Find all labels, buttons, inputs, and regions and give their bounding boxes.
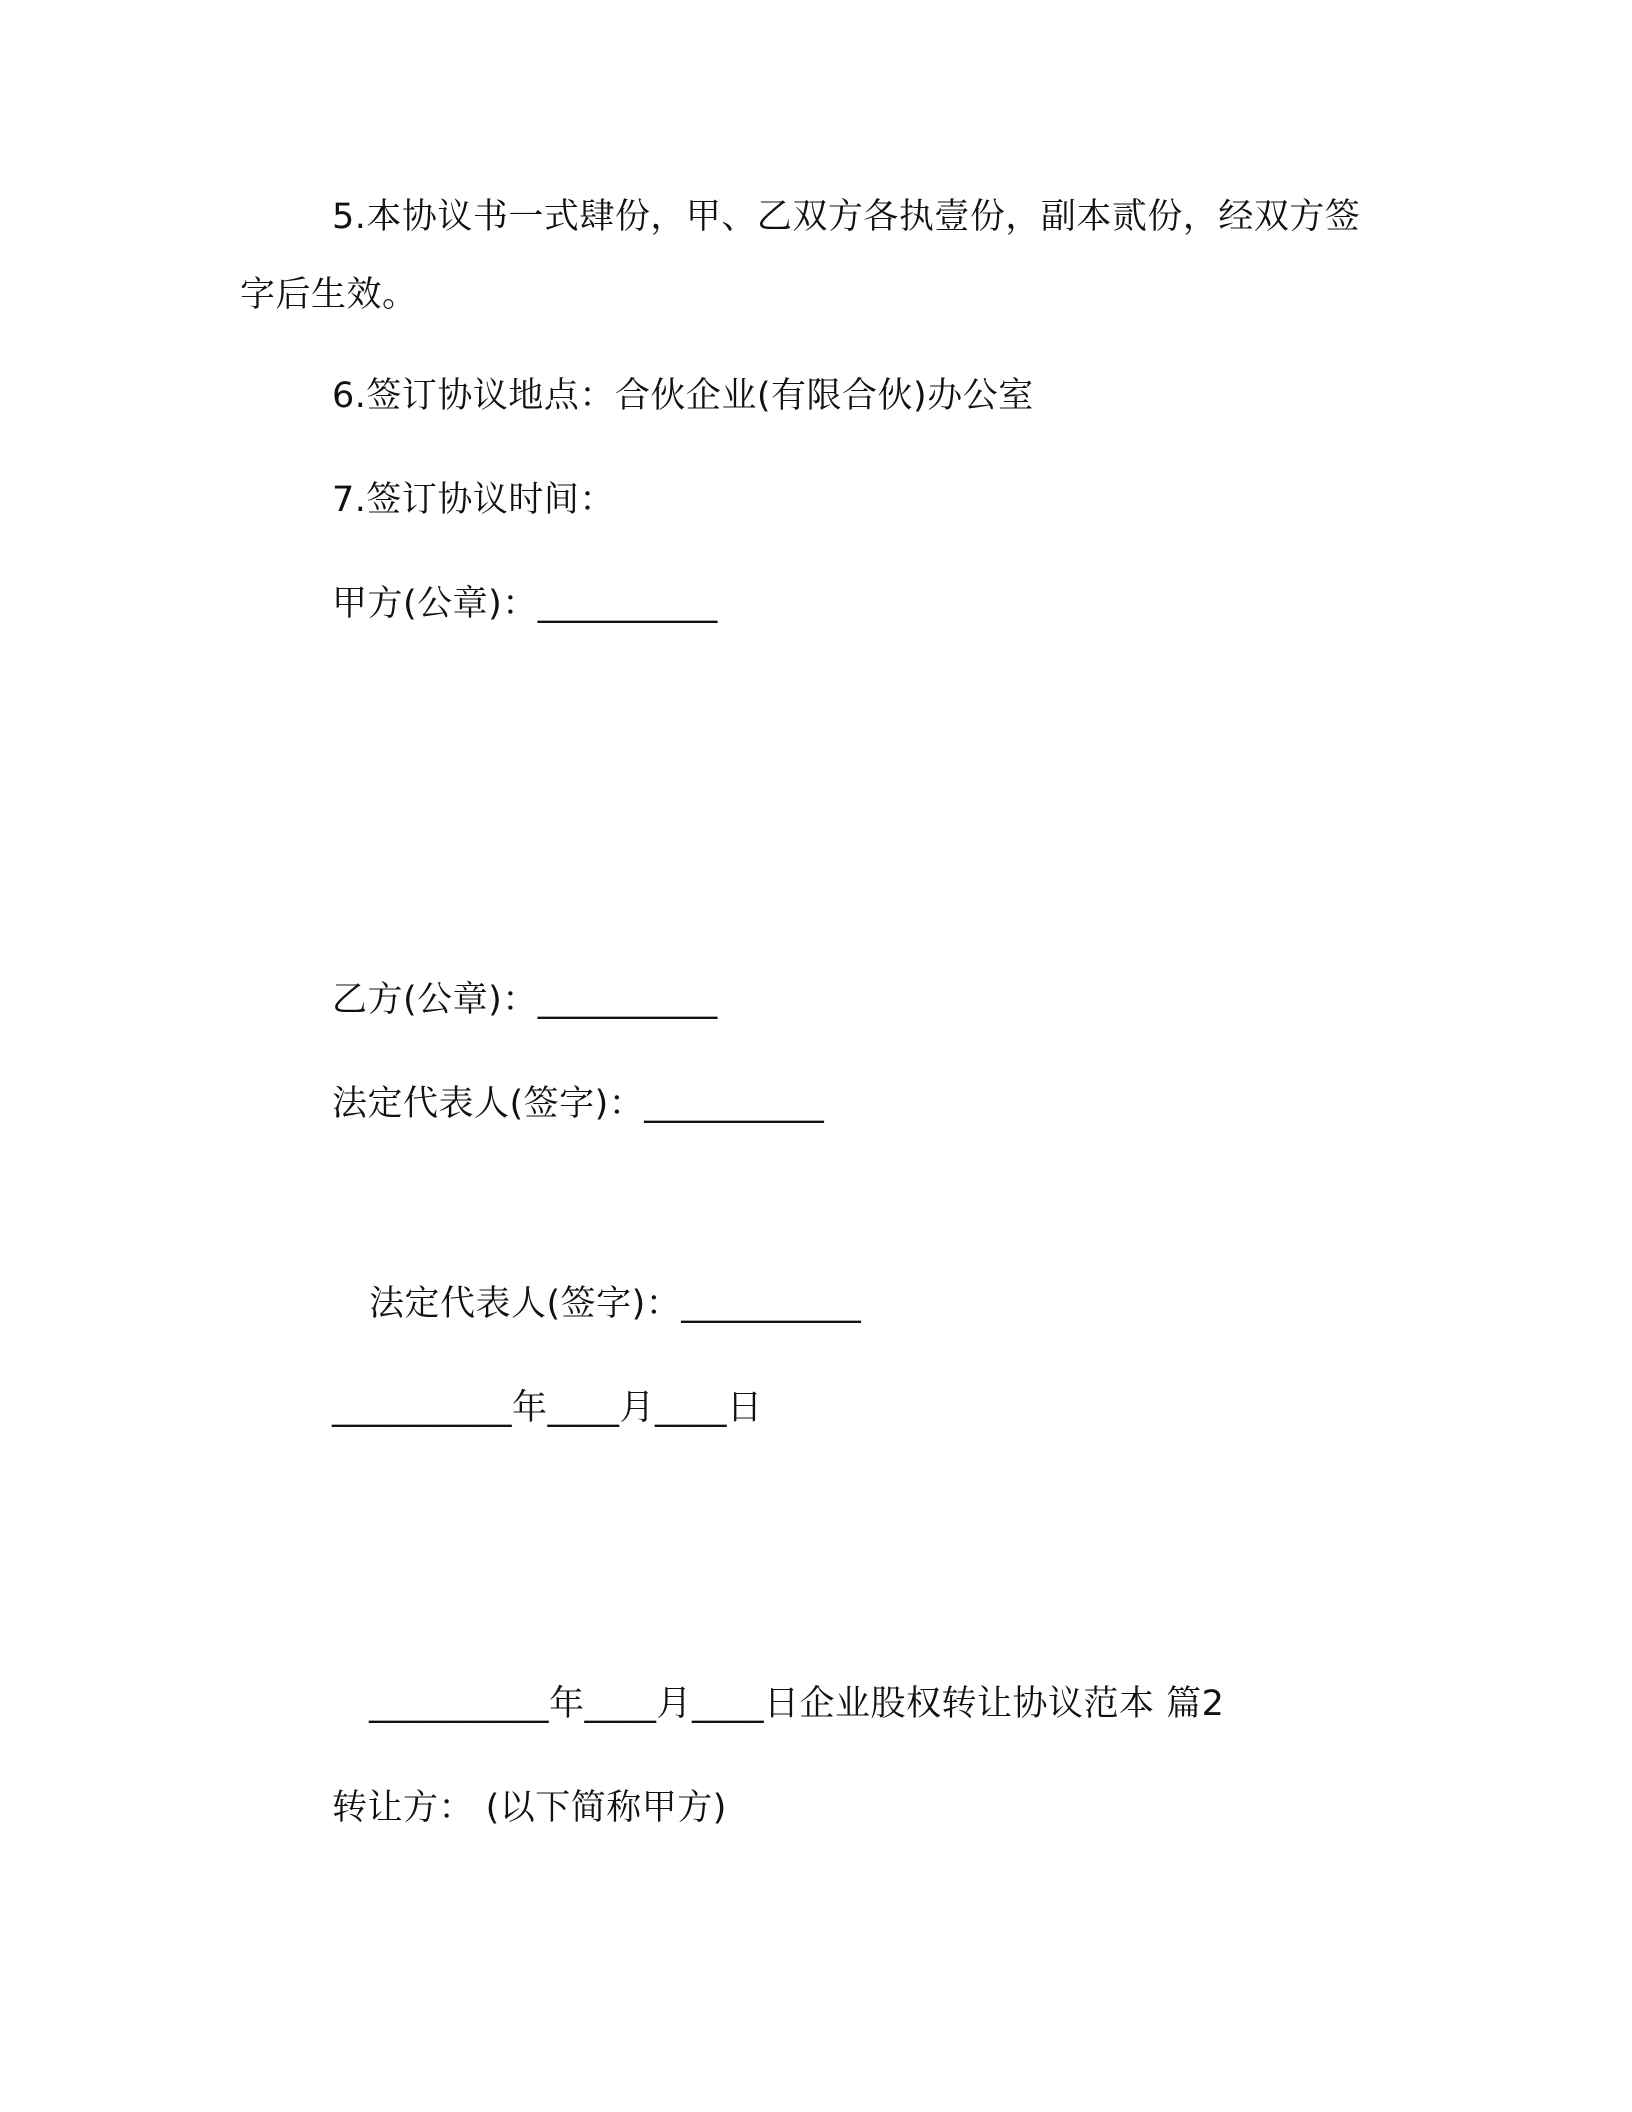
party-a-seal-line: 甲方(公章)：__________ xyxy=(332,584,718,624)
legal-representative-signature-1: 法定代表人(签字)：__________ xyxy=(332,1084,825,1124)
signing-date-line: __________年____月____日 xyxy=(332,1388,763,1428)
clause-5-copies: 5.本协议书一式肆份，甲、乙双方各执壹份，副本贰份，经双方签字后生效。 xyxy=(240,197,1361,315)
clause-7-signing-time: 7.签订协议时间： xyxy=(332,480,615,520)
section-heading-part-2: __________年____月____日企业股权转让协议范本 篇2 xyxy=(369,1684,1225,1724)
clause-6-signing-place: 6.签订协议地点：合伙企业(有限合伙)办公室 xyxy=(332,376,1034,416)
legal-representative-signature-2: 法定代表人(签字)：__________ xyxy=(369,1284,862,1324)
party-b-seal-line: 乙方(公章)：__________ xyxy=(332,980,718,1020)
transferor-line: 转让方： (以下简称甲方) xyxy=(332,1788,727,1828)
